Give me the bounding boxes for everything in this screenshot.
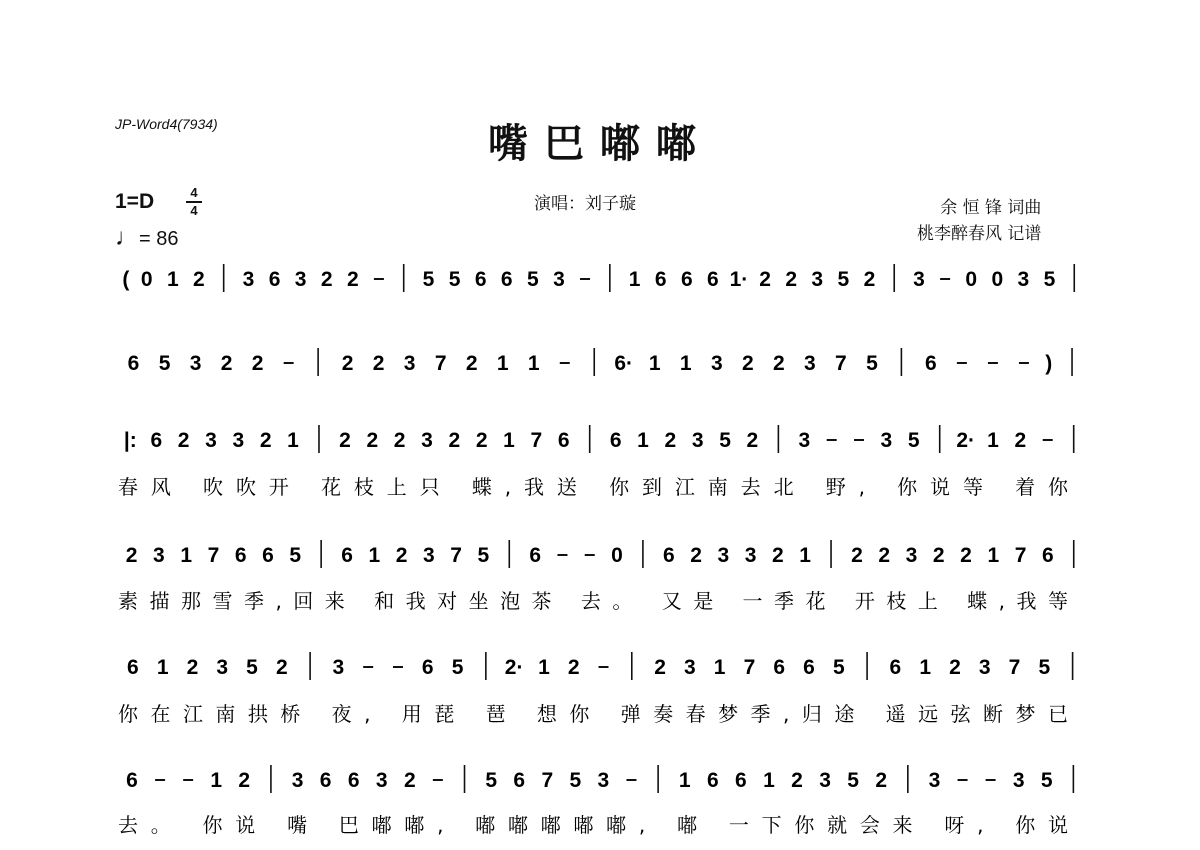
notation-token: 7 <box>530 429 543 452</box>
notation-token: 5 <box>907 429 920 452</box>
notation-token: 3 <box>744 544 757 567</box>
notation-token: 1 <box>527 352 540 375</box>
notation-token: 2 <box>746 429 759 452</box>
notation-token: 1 <box>210 769 223 792</box>
transcriber-credit: 桃李醉春风 记谱 <box>917 224 1042 244</box>
notation-token: 7 <box>1008 656 1021 679</box>
notation-token: 6 <box>319 769 332 792</box>
notation-token: 0 <box>965 268 978 291</box>
notation-token: 1 <box>679 352 692 375</box>
notation-token: 1 <box>503 429 515 452</box>
notation-token: 6 <box>1041 544 1054 567</box>
notation-token: 6 <box>421 656 434 679</box>
notation-token: 3 <box>553 268 565 291</box>
notation-token: 2 <box>949 656 961 679</box>
notation-token: 3 <box>717 544 730 567</box>
quarter-note-icon: ♩ <box>115 224 139 251</box>
notation-token: 6 <box>706 769 719 792</box>
notation-token: 5 <box>158 352 171 375</box>
notation-token: 2 <box>567 656 580 679</box>
notation-token: 3 <box>880 429 893 452</box>
notation-token: 1 <box>648 352 661 375</box>
notation-token: 6 <box>262 544 274 567</box>
notation-token: 5 <box>866 352 878 375</box>
notation-token: 2 <box>851 544 863 567</box>
notation-token: 3 <box>375 769 388 792</box>
notation-token: 5 <box>569 769 582 792</box>
notation-token: 3 <box>928 769 941 792</box>
notation-token: 2 <box>932 544 945 567</box>
notation-token: 3 <box>232 429 245 452</box>
notation-token: 5 <box>527 268 539 291</box>
notation-token: 2 <box>759 268 771 291</box>
notation-token: 2 <box>878 544 891 567</box>
notation-token: 3 <box>403 352 416 375</box>
notation-token: 2 <box>960 544 972 567</box>
notation-token: 2 <box>275 656 288 679</box>
notation-token: 5 <box>485 769 498 792</box>
notation-token: 5 <box>837 268 850 291</box>
notation-token: 7 <box>1014 544 1027 567</box>
notation-token: 1 <box>987 544 1000 567</box>
notation-token: 6 <box>803 656 815 679</box>
notation-token: 1 <box>799 544 811 567</box>
notation-token: 6 <box>127 656 139 679</box>
notation-token: 1 <box>637 429 649 452</box>
notation-token: 7 <box>207 544 220 567</box>
notation-token: 3 <box>189 352 202 375</box>
notation-token: 3 <box>798 429 811 452</box>
lyric-line: 春风 吹吹开 花枝上只 蝶,我送 你到江南去北 野, 你说等 着你 <box>118 475 1068 499</box>
notation-token: 2· <box>504 656 524 679</box>
notation-token: 5 <box>832 656 845 679</box>
notation-token: 3 <box>421 429 433 452</box>
notation-token: 3 <box>811 268 824 291</box>
notation-token: 3 <box>684 656 696 679</box>
notation-token: 1 <box>180 544 193 567</box>
notation-token: 2 <box>220 352 233 375</box>
key-signature: 1=D <box>115 190 155 213</box>
notation-token: |: <box>123 429 137 452</box>
singer-credit: 演唱：刘子璇 <box>534 194 636 214</box>
notation-token: 5 <box>477 544 490 567</box>
notation-token: 3 <box>332 656 345 679</box>
notation-token: 6 <box>268 268 281 291</box>
notation-token: 2 <box>772 544 784 567</box>
notation-token: 6 <box>341 544 353 567</box>
notation-token: 2 <box>186 656 199 679</box>
notation-token: 3 <box>597 769 610 792</box>
notation-token: 6 <box>925 352 937 375</box>
notation-token: 3 <box>819 769 831 792</box>
notation-token: 5 <box>1038 656 1051 679</box>
notation-token: 3 <box>710 352 723 375</box>
notation-token: 7 <box>743 656 756 679</box>
notation-token: 3 <box>804 352 816 375</box>
notation-token: 6 <box>529 544 542 567</box>
notation-token: 7 <box>434 352 447 375</box>
notation-token: 3 <box>294 268 307 291</box>
notation-token: 6 <box>513 769 526 792</box>
notation-token: 3 <box>1017 268 1030 291</box>
notation-token: 5 <box>451 656 464 679</box>
notation-token: 3 <box>905 544 918 567</box>
notation-token: 6 <box>474 268 487 291</box>
notation-token: 2 <box>1014 429 1027 452</box>
notation-token: 5 <box>1040 769 1053 792</box>
lyric-line: 去。 你说 嘴 巴嘟嘟, 嘟嘟嘟嘟嘟, 嘟 一下你就会来 呀, 你说 <box>118 813 1069 837</box>
notation-token: 2 <box>785 268 798 291</box>
notation-token: 1 <box>368 544 381 567</box>
notation-token: 1 <box>538 656 550 679</box>
notation-token: 6 <box>234 544 247 567</box>
notation-token: 1· <box>729 268 749 291</box>
notation-token: 6 <box>557 429 570 452</box>
notation-token: 3 <box>423 544 435 567</box>
notation-token: 2 <box>346 268 359 291</box>
notation-token: 6 <box>126 769 138 792</box>
notation-token: 2 <box>403 769 416 792</box>
notation-token: ( <box>122 268 130 291</box>
notation-token: 2 <box>475 429 488 452</box>
notation-token: 3 <box>153 544 165 567</box>
notation-token: 6· <box>614 352 634 375</box>
notation-token: 2 <box>465 352 478 375</box>
notation-token: 2 <box>741 352 754 375</box>
notation-token: 5 <box>448 268 461 291</box>
notation-token: 6 <box>889 656 902 679</box>
notation-token: 1 <box>496 352 509 375</box>
notation-token: 6 <box>680 268 693 291</box>
notation-token: 2 <box>259 429 272 452</box>
notation-token: 2· <box>956 429 976 452</box>
notation-token: 1 <box>156 656 169 679</box>
notation-token: 1 <box>763 769 775 792</box>
lyricist-composer-credit: 余 恒 锋 词曲 <box>940 198 1042 218</box>
notation-token: 2 <box>654 656 666 679</box>
notation-token: 2 <box>320 268 333 291</box>
notation-token: 1 <box>287 429 299 452</box>
notation-token: 3 <box>205 429 217 452</box>
notation-token: 5 <box>289 544 302 567</box>
notation-token: 2 <box>372 352 385 375</box>
notation-token: 2 <box>366 429 379 452</box>
notation-token: 6 <box>707 268 719 291</box>
notation-token: 2 <box>773 352 785 375</box>
notation-token: 6 <box>609 429 622 452</box>
notation-token: 2 <box>177 429 190 452</box>
notation-token: 6 <box>773 656 786 679</box>
notation-token: 2 <box>251 352 264 375</box>
notation-token: 7 <box>541 769 554 792</box>
notation-token: 6 <box>735 769 747 792</box>
song-title: 嘴巴嘟嘟 <box>488 120 712 167</box>
notation-token: 0 <box>140 268 153 291</box>
notation-token: 3 <box>913 268 925 291</box>
notation-token: 1 <box>628 268 641 291</box>
notation-token: 3 <box>1012 769 1025 792</box>
notation-token: 2 <box>193 268 205 291</box>
notation-token: 2 <box>791 769 803 792</box>
notation-token: 1 <box>678 769 691 792</box>
notation-token: 0 <box>611 544 623 567</box>
notation-token: 5 <box>1043 268 1056 291</box>
notation-token: 0 <box>991 268 1004 291</box>
notation-token: 7 <box>450 544 462 567</box>
notation-token: 6 <box>500 268 513 291</box>
notation-token: 6 <box>347 769 360 792</box>
notation-token: 2 <box>238 769 251 792</box>
notation-token: 2 <box>863 268 876 291</box>
notation-token: 7 <box>835 352 847 375</box>
notation-token: 5 <box>246 656 258 679</box>
notation-token: 6 <box>654 268 667 291</box>
notation-token: 2 <box>393 429 406 452</box>
tempo-value: = 86 <box>139 228 179 250</box>
time-signature-top: 4 <box>190 185 198 200</box>
notation-token: 6 <box>662 544 675 567</box>
notation-token: 6 <box>150 429 163 452</box>
notation-token: 5 <box>847 769 859 792</box>
notation-token: 6 <box>127 352 140 375</box>
lyric-line: 素描那雪季,回来 和我对坐泡茶 去。 又是 一季花 开枝上 蝶,我等 <box>118 589 1068 613</box>
notation-token: 2 <box>395 544 408 567</box>
notation-token: 3 <box>242 268 255 291</box>
lyric-line: 你在江南拱桥 夜, 用琵 琶 想你 弹奏春梦季,归途 遥远弦断梦已 <box>118 702 1068 726</box>
notation-token: 2 <box>690 544 702 567</box>
notation-token: 3 <box>291 769 304 792</box>
notation-token: 3 <box>691 429 704 452</box>
notation-token: 2 <box>664 429 677 452</box>
notation-token: 1 <box>713 656 726 679</box>
notation-token: 1 <box>987 429 999 452</box>
notation-token: 2 <box>448 429 461 452</box>
notation-token: 5 <box>422 268 435 291</box>
time-signature-bottom: 4 <box>190 203 198 218</box>
notation-token: ) <box>1045 352 1053 375</box>
software-label: JP-Word4(7934) <box>115 116 218 132</box>
notation-token: 1 <box>166 268 179 291</box>
notation-token: 3 <box>216 656 229 679</box>
notation-token: 2 <box>341 352 354 375</box>
notation-token: 3 <box>978 656 991 679</box>
notation-token: 2 <box>339 429 351 452</box>
notation-token: 2 <box>875 769 888 792</box>
notation-token: 2 <box>125 544 138 567</box>
notation-token: 1 <box>919 656 932 679</box>
notation-token: 5 <box>719 429 731 452</box>
